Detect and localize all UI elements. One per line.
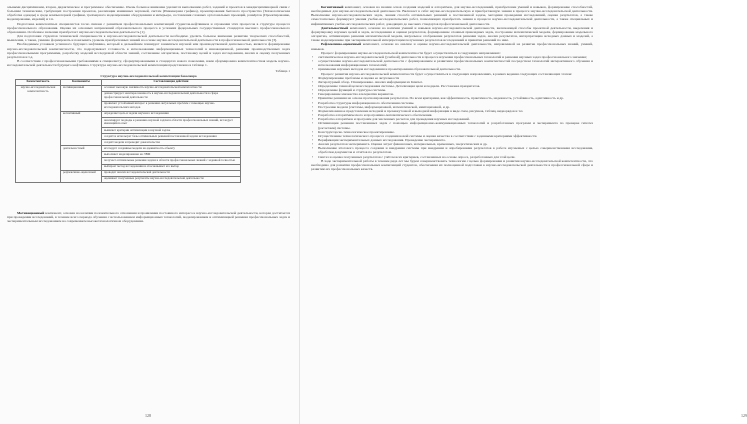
table-cell-competency: научно-исследовательская компетентность: [16, 85, 61, 182]
list-item: • Разработка структуры информационного обеспечения системы.: [311, 101, 593, 105]
list-item: • осуществление научно-исследовательской деятельности с формированием и развитием профессиональных компетентностей посредством технологий интерактивного обучения и использования информационных технологий;: [311, 59, 593, 67]
table-cell-component-cognitive: когнитивный: [61, 111, 102, 145]
list-item: • Формулирование проблемы и оценка ее актуальности: [311, 76, 593, 80]
right-paragraph-cognitive-text: компонент, основан на знании основ создания моделей и алгоритмов, для научно-исследований, приобретение умений и навыков, формирование способностей, необходимых для научно-исследовательской деятельности. Включает в себя: научно-исследовательскую и приобретающую знания в процессе научно-исследовательской деятельности. Выполнение научно-исследовательских задач, знания способа оптимальных решений к поставленной задаче, методики проведения исследований, оценка результатов, а также самостоятельно формируют умения учебно-исследовательских работ, позволяющих приобретать знания в процессе научно-исследовательской деятельности, а также специальных и инфинитивных учебно-исследовательских работ, доводящих до высоких стандартов профессиональной деятельности.: [311, 5, 593, 26]
list-item: • Выполнение итогового процесса создания и внедрения системы при внедрении и апробировании результатов в работе изучаемых с целью совершенствования исследования, обработки документов и отчётов по результатам.: [311, 146, 593, 154]
right-paragraph-process: Процесс формирования научно-исследовательской компетентности будет осуществляться в следующих направлениях:: [321, 50, 501, 55]
list-item: • Анализ результатов эксперимента. Оценка затрат финансовых, материальных, временных, энергетических и др.: [311, 142, 593, 146]
term-motivational: Мотивационный: [17, 210, 45, 215]
list-item: • Определение функций и структуры системы.: [311, 88, 593, 92]
list-item: • Принятие решения на основе прогнозирования результатов. По всем критериям, как эффективность, практичность, надежность, устойчивость, адаптивность и др.: [311, 96, 593, 100]
table-cell-action: оценивает полученные результаты научно-исследовательской деятельности: [102, 176, 241, 182]
table-cell-action: создаёт и использует базы оптимальных решений поставленной задачи исследования: [102, 134, 241, 140]
table-cell-component-activity: деятельностный: [61, 146, 102, 170]
list-item: • Литературный обзор. Планирование. Анализ информации из Internet.: [311, 80, 593, 84]
right-paragraph-activity-text: компонент, основан на наличии умений и навыков научно-исследовательской деятельности, включающей способы проектной деятельности, выделения и формулировку научных целей и задач, исследования и оценки результатов, формирование сложных прикладных задач, построение математической модели, формирование модельного алгоритма, оптимизацию решения математической модели, визуальное отображение результатов решения задач, анализ результатов, интерпретацию исходных данных и моделей, а также моделирование при экспериментальной интерпретации полученных результатов исследований и принятия решений по ним.: [311, 25, 593, 43]
table-cell-action: выбирает метод исследования и обосновывает его выбор: [102, 164, 241, 170]
table-cell-action: исследует созданные модели на адекватность объекту: [102, 146, 241, 152]
list-item: • применение научных методов исследования и проектирования образовательной деятельности.: [311, 67, 593, 71]
table-cell-component-motivational: мотивационный: [61, 85, 102, 111]
list-item: • Формализованное представление исходной и промежуточной и выходной информации в виде схем, рисунков, таблиц, видеорядов и т.п.: [311, 109, 593, 113]
list-item: • систематическое научно-исследовательской (учебной) деятельности в процессе изучения профессиональных технологий и решения научных задач профессионального значения;: [311, 55, 593, 59]
list-item: • Конструкторско-технологическое проектирование.: [311, 130, 593, 134]
table-cell-action: выполняет моделирование на ЭВМ: [102, 152, 241, 158]
table-cell-action: проявляет устойчивый интерес к решению актуальных проблем с помощью научно-исследовательских методов: [102, 101, 241, 111]
page-number-right: 129: [741, 412, 747, 418]
table-cell-action: демонстрирует заинтересованность в научно-исследовательской деятельности в сфере профессиональной деятельности: [102, 91, 241, 101]
left-page: [0, 0, 300, 424]
left-paragraph-5: В соответствии с профессиональными требованиями к специалисту, сформулированными в стандартах нового поколения, нами сформирована компетентностная модель научно-исследовательской деятельности будущего нефтяника. Структура научно-исследовательской компетенции представлена в таблице 1.: [7, 59, 290, 68]
bullet-list-stages: [311, 76, 593, 159]
table-cell-action: выявляет критерии оптимизации в научной задаче: [102, 127, 241, 133]
list-item: • Разработка алгоритмов и программ для численных расчетов для проведения научных исследований.: [311, 117, 593, 121]
table-cell-action: создаёт модели и проводит доказательства: [102, 140, 241, 146]
left-paragraph-2: Подготовка компетентных специалистов тесно связана с развитием профессиональных компетенций студентов-нефтяников и отражения этих процессов в структуре процесса профессионального образования. Оценка их основных направлений образовательного процесса в условиях федеральных государственных стандартов высшего профессионального образования. Особенное значение приобретает научно-исследовательская деятельность [1].: [7, 21, 290, 34]
term-cognitive: Когнитивный: [321, 5, 344, 9]
left-paragraphs-top: [7, 5, 290, 67]
left-paragraph-3: Для подготовки студентов технической специальности к научно-исследовательской деятельности необходимо уделить большое внимание развитию творческих способностей, мышления, а также, умению формировать и показывать уровень приобретенных знаний на основе научно-исследовательской деятельности в профессиональной деятельности [3].: [7, 34, 290, 43]
right-paragraph-conclusion: В ходе экспериментальной работы в течение ряда лет мы будем совершенствовать технологии с целью формирования и развития научно-исследовательской компетентности, что необходимо для развития профессиональных компетенций студентов, обеспечения их полноценной подготовки к научно-исследовательской деятельности в профессиональной сфере и развитию их профессиональных качеств.: [311, 158, 593, 172]
left-paragraph-bottom-text: компонент, основан на наличии положительного отношения и проявлении постоянного интереса к научно-исследовательской деятельности, которая достигается при проведении исследований, в течение всего периода обучения с использованием информационных технологий, моделированием и оптимизацией решения профессиональных задач и экспериментальным исследованием на современном высокотехнологичном оборудовании.: [7, 210, 290, 224]
right-paragraph-reflective: [311, 42, 593, 50]
right-paragraph-reflective-text: компонент, основан на анализе и оценке научно-исследовательской деятельности, направленной на развитие профессиональных знаний, умений, навыков.: [311, 42, 593, 51]
table-header-competency: Компетентность: [16, 79, 61, 85]
list-item: • Осуществление технологического процесса создания новой системы и оценка качества в соответствии с заданными критериями эффективности.: [311, 134, 593, 138]
table-cell-action: получает оптимальные решения задачи в области профессиональных знаний с заданной точностью: [102, 158, 241, 164]
table-header-actions: Составляющие действия: [102, 79, 241, 85]
table-cell-action: проводит анализ исследовательской деятельности: [102, 170, 241, 176]
list-item: • Верификация экспериментальных данных исследования. Проведение эксперимента.: [311, 138, 593, 142]
table-cell-action: определяет цель и задачи научного исследования: [102, 111, 241, 117]
list-item: • Оптимизация решения поставленных задач с помощью информационно-коммуникационных технологий и разработанных программ и эксперимента по проверке гипотез (расчетами) системы.: [311, 121, 593, 129]
left-paragraph-1: альными дисциплинами, вторая, дидактическое и программное обеспечение. Очень большое внимание уделяется выполнению работ, заданий и проектов в междисциплинарной связи с большим техническим, требующих построения проектов, реализации машинных чертежей, систем (Инженерная графика), проектирования бытового пространства (Технологическая обработка одежды) в среде компьютерной графики, трехмерного моделирования оборудования и интерьера, составления сложных ортогональных проекций, развёрток (Проектирование, моделирование, изделий) и т.п.: [7, 5, 290, 22]
table-caption: Таблица 1: [275, 69, 290, 74]
list-item: • Разработка алгоритмического и программно-математического обеспечения.: [311, 113, 593, 117]
left-paragraph-bottom: [7, 211, 290, 223]
term-reflective: Рефлексивно-оценочный: [321, 42, 362, 47]
right-paragraph-cognitive: [311, 5, 593, 26]
table-cell-component-reflective: рефлексивно-оценочный: [61, 170, 102, 182]
list-item: • Построение модели (системы, информационной, математической, имитационной, и др.: [311, 105, 593, 109]
bullet-list-directions: [311, 55, 593, 72]
competency-table: [15, 79, 241, 183]
right-paragraph-stages: Процесс развития научно-исследовательской компетентности будет осуществляться в следующих направлениях, в рамках ведения следующих составляющих этапов:: [321, 71, 573, 76]
table-header-components: Компоненты: [61, 79, 102, 85]
table-cell-action: анализирует подходы к решению научной задачи в области профессиональных знаний, исследует имеющийся опыт: [102, 117, 241, 127]
right-page: [300, 0, 747, 424]
list-item: • Определение главной цели исследования системы. Детализация цели и подцели. Расстановка приоритетов.: [311, 84, 593, 88]
list-item: • Генерирование множества альтернатив вариантов.: [311, 92, 593, 96]
list-item: • Синтез и оценка полученных результатов с учётом всех критериев, составленных на основе опроса, разработанных для этой цели.: [311, 155, 593, 159]
table-title: Структура научно-исследовательской компетенции бакалавра: [100, 73, 197, 78]
right-paragraph-activity: [311, 26, 593, 43]
term-activity: Деятельностный: [321, 25, 349, 30]
left-paragraph-4: Необходимым условием успешного будущего нефтяника, который в дальнейшем планирует заниматься научной или производственной деятельностью, является формирование научно-исследовательской компетентности, что подразумевает готовность к использованию информационных технологий в инновационной, решении производственных задач профессиональными программами, разработку моделей исследуемой области знаний, составление алгоритмов, постановку целей и задач исследования, анализ и оценку полученных результатов и т.д.: [7, 42, 290, 59]
page-number-left: 128: [145, 412, 151, 418]
table-cell-action: осознает высокую значимость научно-исследовательской компетентности: [102, 85, 241, 91]
